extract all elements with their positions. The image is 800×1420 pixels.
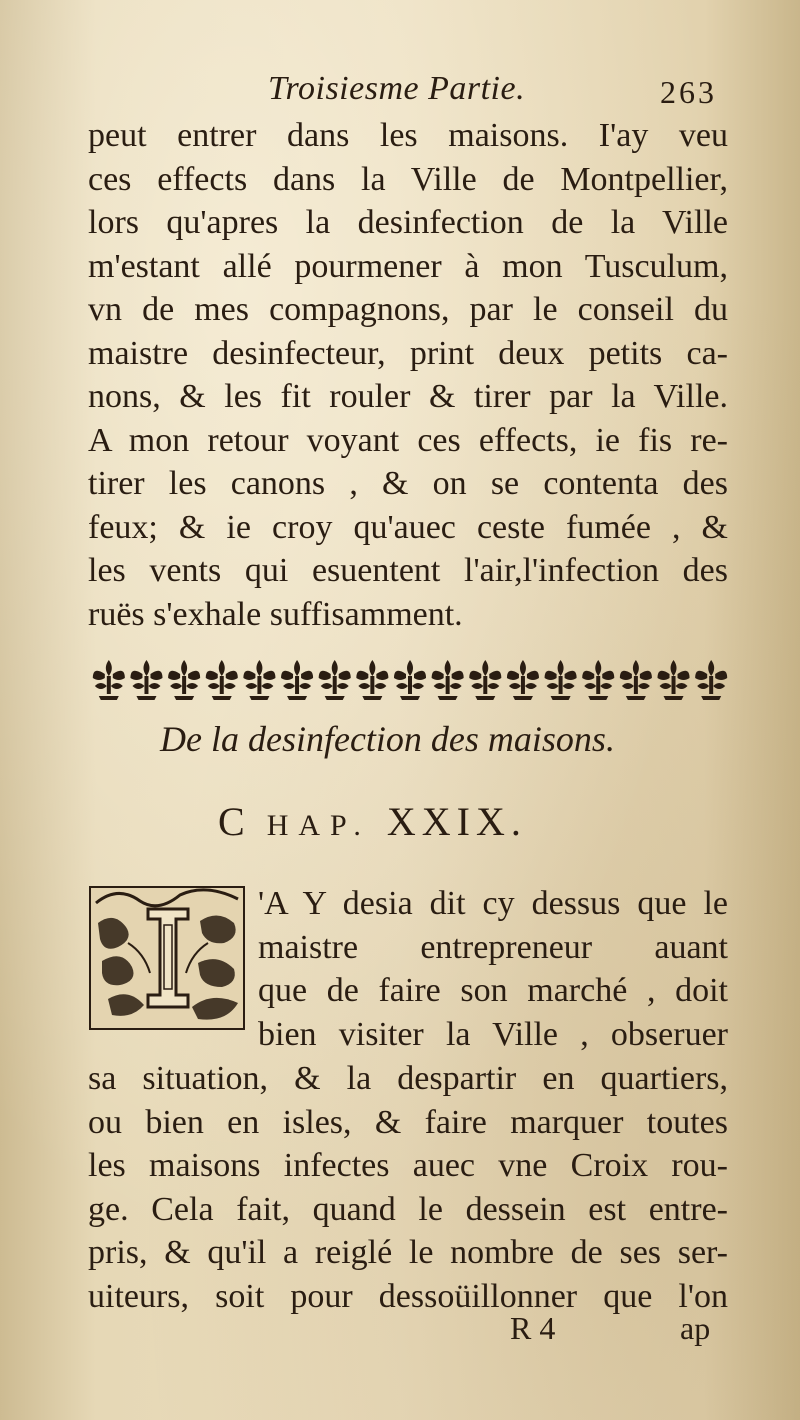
text-line: vn de mes compagnons, par le conseil du [88, 291, 728, 328]
fleuron-icon [432, 660, 464, 700]
running-header [0, 70, 800, 120]
fleuron-icon [319, 660, 351, 700]
text-line: uiteurs, soit pour dessoüillonner que l'on [88, 1277, 728, 1315]
text-line: ge. Cela fait, quand le dessein est entre- [88, 1190, 728, 1228]
chapter-paragraph [88, 1057, 728, 1318]
text-line: feux; & ie croy qu'auec ceste fumée , & [88, 508, 728, 546]
fleuron-icon [582, 660, 614, 700]
fleuron-icon [507, 660, 539, 700]
text-line: que de faire son marché , doit [258, 972, 728, 1009]
fleuron-icon [658, 660, 690, 700]
chapter-opening-lines [258, 882, 728, 1056]
text-line: 'A Y desia dit cy dessus que le [258, 885, 728, 922]
fleuron-icon [469, 660, 501, 700]
fleuron-icon [545, 660, 577, 700]
text-line: pris, & qu'il a reiglé le nombre de ses ser- [88, 1234, 728, 1271]
fleuron-icon [695, 660, 727, 700]
text-line: les vents qui esuentent l'air,l'infection des [88, 552, 728, 589]
chapter-title: De la desinfection des maisons. [160, 719, 615, 759]
text-line: maistre entrepreneur auant [258, 928, 728, 966]
chapter-number-roman: XXIX. [386, 799, 527, 844]
text-line: nons, & les fit rouler & tirer par la Ville. [88, 378, 728, 415]
text-line: bien visiter la Ville , obseruer [258, 1015, 728, 1053]
fleuron-icon [168, 660, 200, 700]
text-line: lors qu'apres la desinfection de la Ville [88, 204, 728, 241]
page-number: 263 [660, 74, 717, 110]
foliage-initial-icon [88, 883, 246, 1033]
signature-mark: R 4 [510, 1310, 556, 1346]
text-line: ou bien en isles, & faire marquer toutes [88, 1103, 728, 1141]
fleuron-icon [93, 660, 125, 700]
text-line: sa situation, & la despartir en quartiers, [88, 1060, 728, 1097]
text-line: peut entrer dans les maisons. I'ay veu [88, 117, 728, 154]
fleuron-ornament-band [90, 655, 730, 705]
running-title: Troisiesme Partie. [268, 70, 526, 107]
chapter-number-initial: C [218, 799, 251, 844]
text-line: A mon retour voyant ces effects, ie fis re- [88, 421, 728, 459]
fleuron-icon [130, 660, 162, 700]
decorated-initial-icon [88, 883, 246, 1033]
fleuron-ornament-icon [90, 655, 730, 705]
fleuron-icon [281, 660, 313, 700]
fleuron-icon [620, 660, 652, 700]
page-footer [0, 1310, 800, 1360]
fleuron-icon [394, 660, 426, 700]
text-line: tirer les canons , & on se contenta des [88, 465, 728, 502]
fleuron-icon [356, 660, 388, 700]
top-paragraph [88, 114, 728, 636]
text-line: maistre desinfecteur, print deux petits ca- [88, 334, 728, 372]
text-line: ces effects dans la Ville de Montpellier, [88, 160, 728, 198]
text-line: m'estant allé pourmener à mon Tusculum, [88, 247, 728, 285]
chapter-number-hap: HAP. [266, 809, 371, 842]
fleuron-icon [243, 660, 275, 700]
text-line: ruës s'exhale suffisamment. [88, 595, 463, 633]
text-line: les maisons infectes auec vne Croix rou- [88, 1147, 728, 1184]
catchword: ap [680, 1310, 711, 1346]
fleuron-icon [206, 660, 238, 700]
chapter-number [218, 798, 527, 845]
